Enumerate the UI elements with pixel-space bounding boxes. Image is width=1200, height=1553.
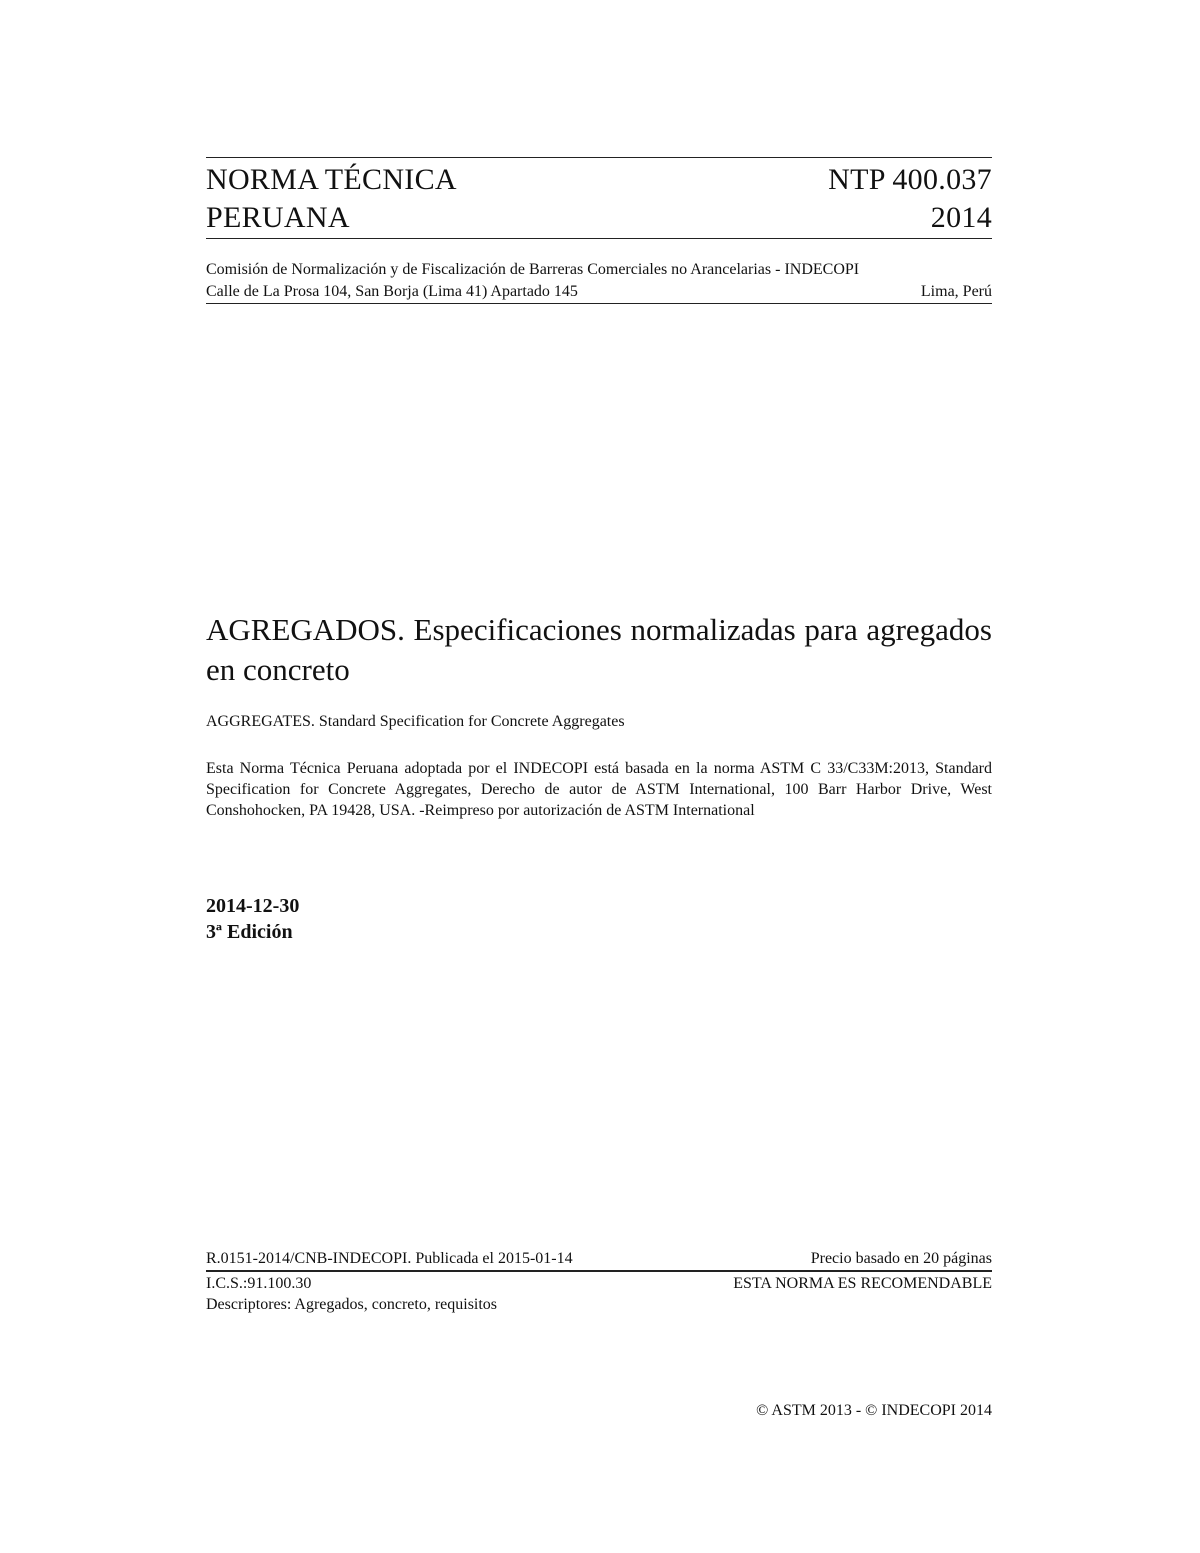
edition-number: 3ª Edición — [206, 921, 293, 943]
standard-code: NTP 400.037 — [828, 163, 992, 196]
org-city: Lima, Perú — [920, 283, 992, 300]
org-address: Calle de La Prosa 104, San Borja (Lima 41) Apartado 145 — [206, 283, 578, 300]
commission-name: Comisión de Normalización y de Fiscalización de Barreras Comerciales no Arancelarias - INDECOPI — [206, 261, 860, 278]
header-line-2 — [206, 199, 992, 237]
org-bottom-rule — [206, 303, 992, 304]
descriptors-text: Descriptores: Agregados, concreto, requisitos — [206, 1296, 498, 1313]
publication-date: 2014-12-30 — [206, 895, 300, 917]
header-top-rule — [206, 157, 992, 158]
copyright-notice: © ASTM 2013 - © INDECOPI 2014 — [756, 1402, 992, 1419]
standard-year: 2014 — [930, 201, 992, 234]
price-text: Precio basado en 20 páginas — [810, 1250, 992, 1267]
commission-line — [206, 259, 992, 281]
standard-type-label: NORMA TÉCNICA — [206, 163, 457, 196]
descriptors-line — [206, 1294, 992, 1316]
resolution-text: R.0151-2014/CNB-INDECOPI. Publicada el 2015-01-14 — [206, 1250, 573, 1267]
ics-line — [206, 1273, 992, 1295]
recommendation-text: ESTA NORMA ES RECOMENDABLE — [733, 1275, 992, 1292]
standard-country-label: PERUANA — [206, 201, 350, 234]
resolution-line — [206, 1248, 992, 1270]
ics-code: I.C.S.:91.100.30 — [206, 1275, 312, 1292]
document-title: AGREGADOS. Especificaciones normalizadas para agregados en concreto — [206, 612, 992, 687]
footer-rule — [206, 1270, 992, 1272]
header-bottom-rule — [206, 238, 992, 239]
basis-paragraph: Esta Norma Técnica Peruana adoptada por el INDECOPI está basada en la norma ASTM C 33/C33M:2013, Standard Specification for Concrete Aggregates, Derecho de autor de ASTM International, 100 Barr Harbor Drive, West Conshohocken, PA 19428, USA. -Reimpreso por autorización de ASTM International — [206, 760, 992, 819]
document-title-english: AGGREGATES. Standard Specification for Concrete Aggregates — [206, 713, 625, 730]
header-line-1 — [206, 161, 992, 199]
address-line — [206, 281, 992, 303]
